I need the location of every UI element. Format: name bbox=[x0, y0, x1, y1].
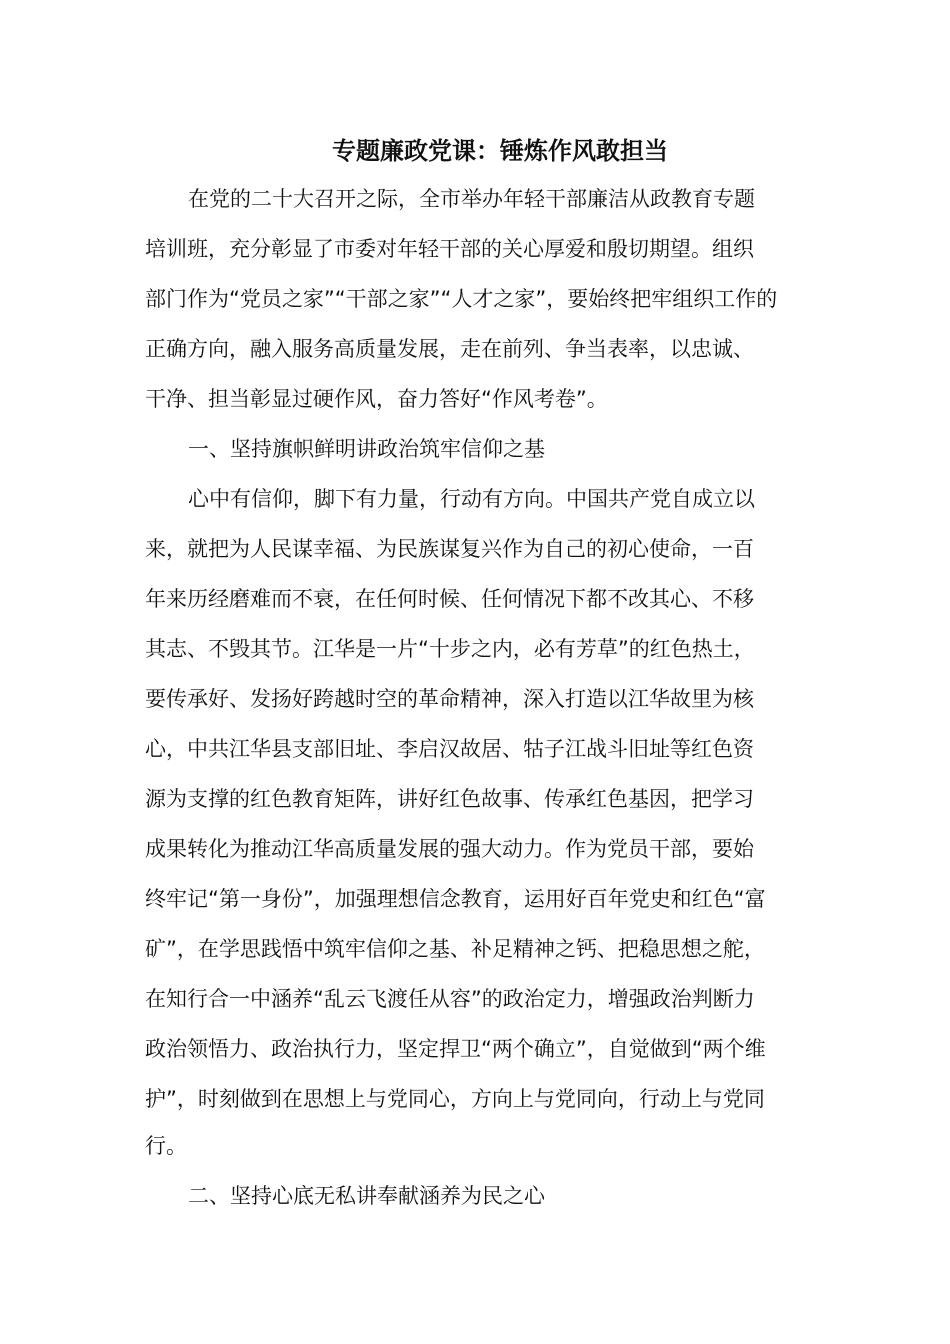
paragraph-2-line-14: 行。 bbox=[145, 1134, 187, 1158]
paragraph-2-line-5: 要传承好、发扬好跨越时空的革命精神，深入打造以江华故里为核 bbox=[145, 687, 754, 711]
section-heading-1: 一、坚持旗帜鲜明讲政治筑牢信仰之基 bbox=[188, 437, 545, 461]
paragraph-2-line-3: 年来历经磨难而不衰，在任何时候、任何情况下都不改其心、不移 bbox=[145, 587, 754, 611]
paragraph-1-line-2: 培训班，充分彰显了市委对年轻干部的关心厚爱和殷切期望。组织 bbox=[145, 237, 754, 261]
paragraph-2-line-1: 心中有信仰，脚下有力量，行动有方向。中国共产党自成立以 bbox=[188, 487, 755, 511]
paragraph-2-line-13: 护”，时刻做到在思想上与党同心，方向上与党同向，行动上与党同 bbox=[145, 1087, 765, 1111]
paragraph-2-line-8: 成果转化为推动江华高质量发展的强大动力。作为党员干部，要始 bbox=[145, 837, 754, 861]
paragraph-2-line-12: 政治领悟力、政治执行力，坚定捍卫“两个确立”，自觉做到“两个维 bbox=[145, 1037, 766, 1061]
paragraph-1-line-1: 在党的二十大召开之际，全市举办年轻干部廉洁从政教育专题 bbox=[188, 187, 755, 211]
paragraph-2-line-10: 矿”，在学思践悟中筑牢信仰之基、补足精神之钙、把稳思想之舵， bbox=[145, 937, 765, 961]
paragraph-2-line-9: 终牢记“第一身份”，加强理想信念教育，运用好百年党史和红色“富 bbox=[145, 887, 766, 911]
paragraph-1-line-4: 正确方向，融入服务高质量发展，走在前列、争当表率，以忠诚、 bbox=[145, 337, 754, 361]
document-title: 专题廉政党课：锤炼作风敢担当 bbox=[332, 137, 668, 165]
section-heading-2: 二、坚持心底无私讲奉献涵养为民之心 bbox=[188, 1184, 545, 1208]
paragraph-2-line-6: 心，中共江华县支部旧址、李启汉故居、牯子江战斗旧址等红色资 bbox=[145, 737, 754, 761]
paragraph-2-line-2: 来，就把为人民谋幸福、为民族谋复兴作为自己的初心使命，一百 bbox=[145, 537, 754, 561]
paragraph-1-line-3: 部门作为“党员之家”“干部之家”“人才之家”，要始终把牢组织工作的 bbox=[145, 287, 778, 311]
paragraph-2-line-7: 源为支撑的红色教育矩阵，讲好红色故事、传承红色基因，把学习 bbox=[145, 787, 754, 811]
paragraph-1-line-5: 干净、担当彰显过硬作风，奋力答好“作风考卷”。 bbox=[145, 387, 608, 411]
paragraph-2-line-11: 在知行合一中涵养“乱云飞渡任从容”的政治定力，增强政治判断力 bbox=[145, 987, 755, 1011]
paragraph-2-line-4: 其志、不毁其节。江华是一片“十步之内，必有芳草”的红色热土， bbox=[145, 637, 755, 661]
